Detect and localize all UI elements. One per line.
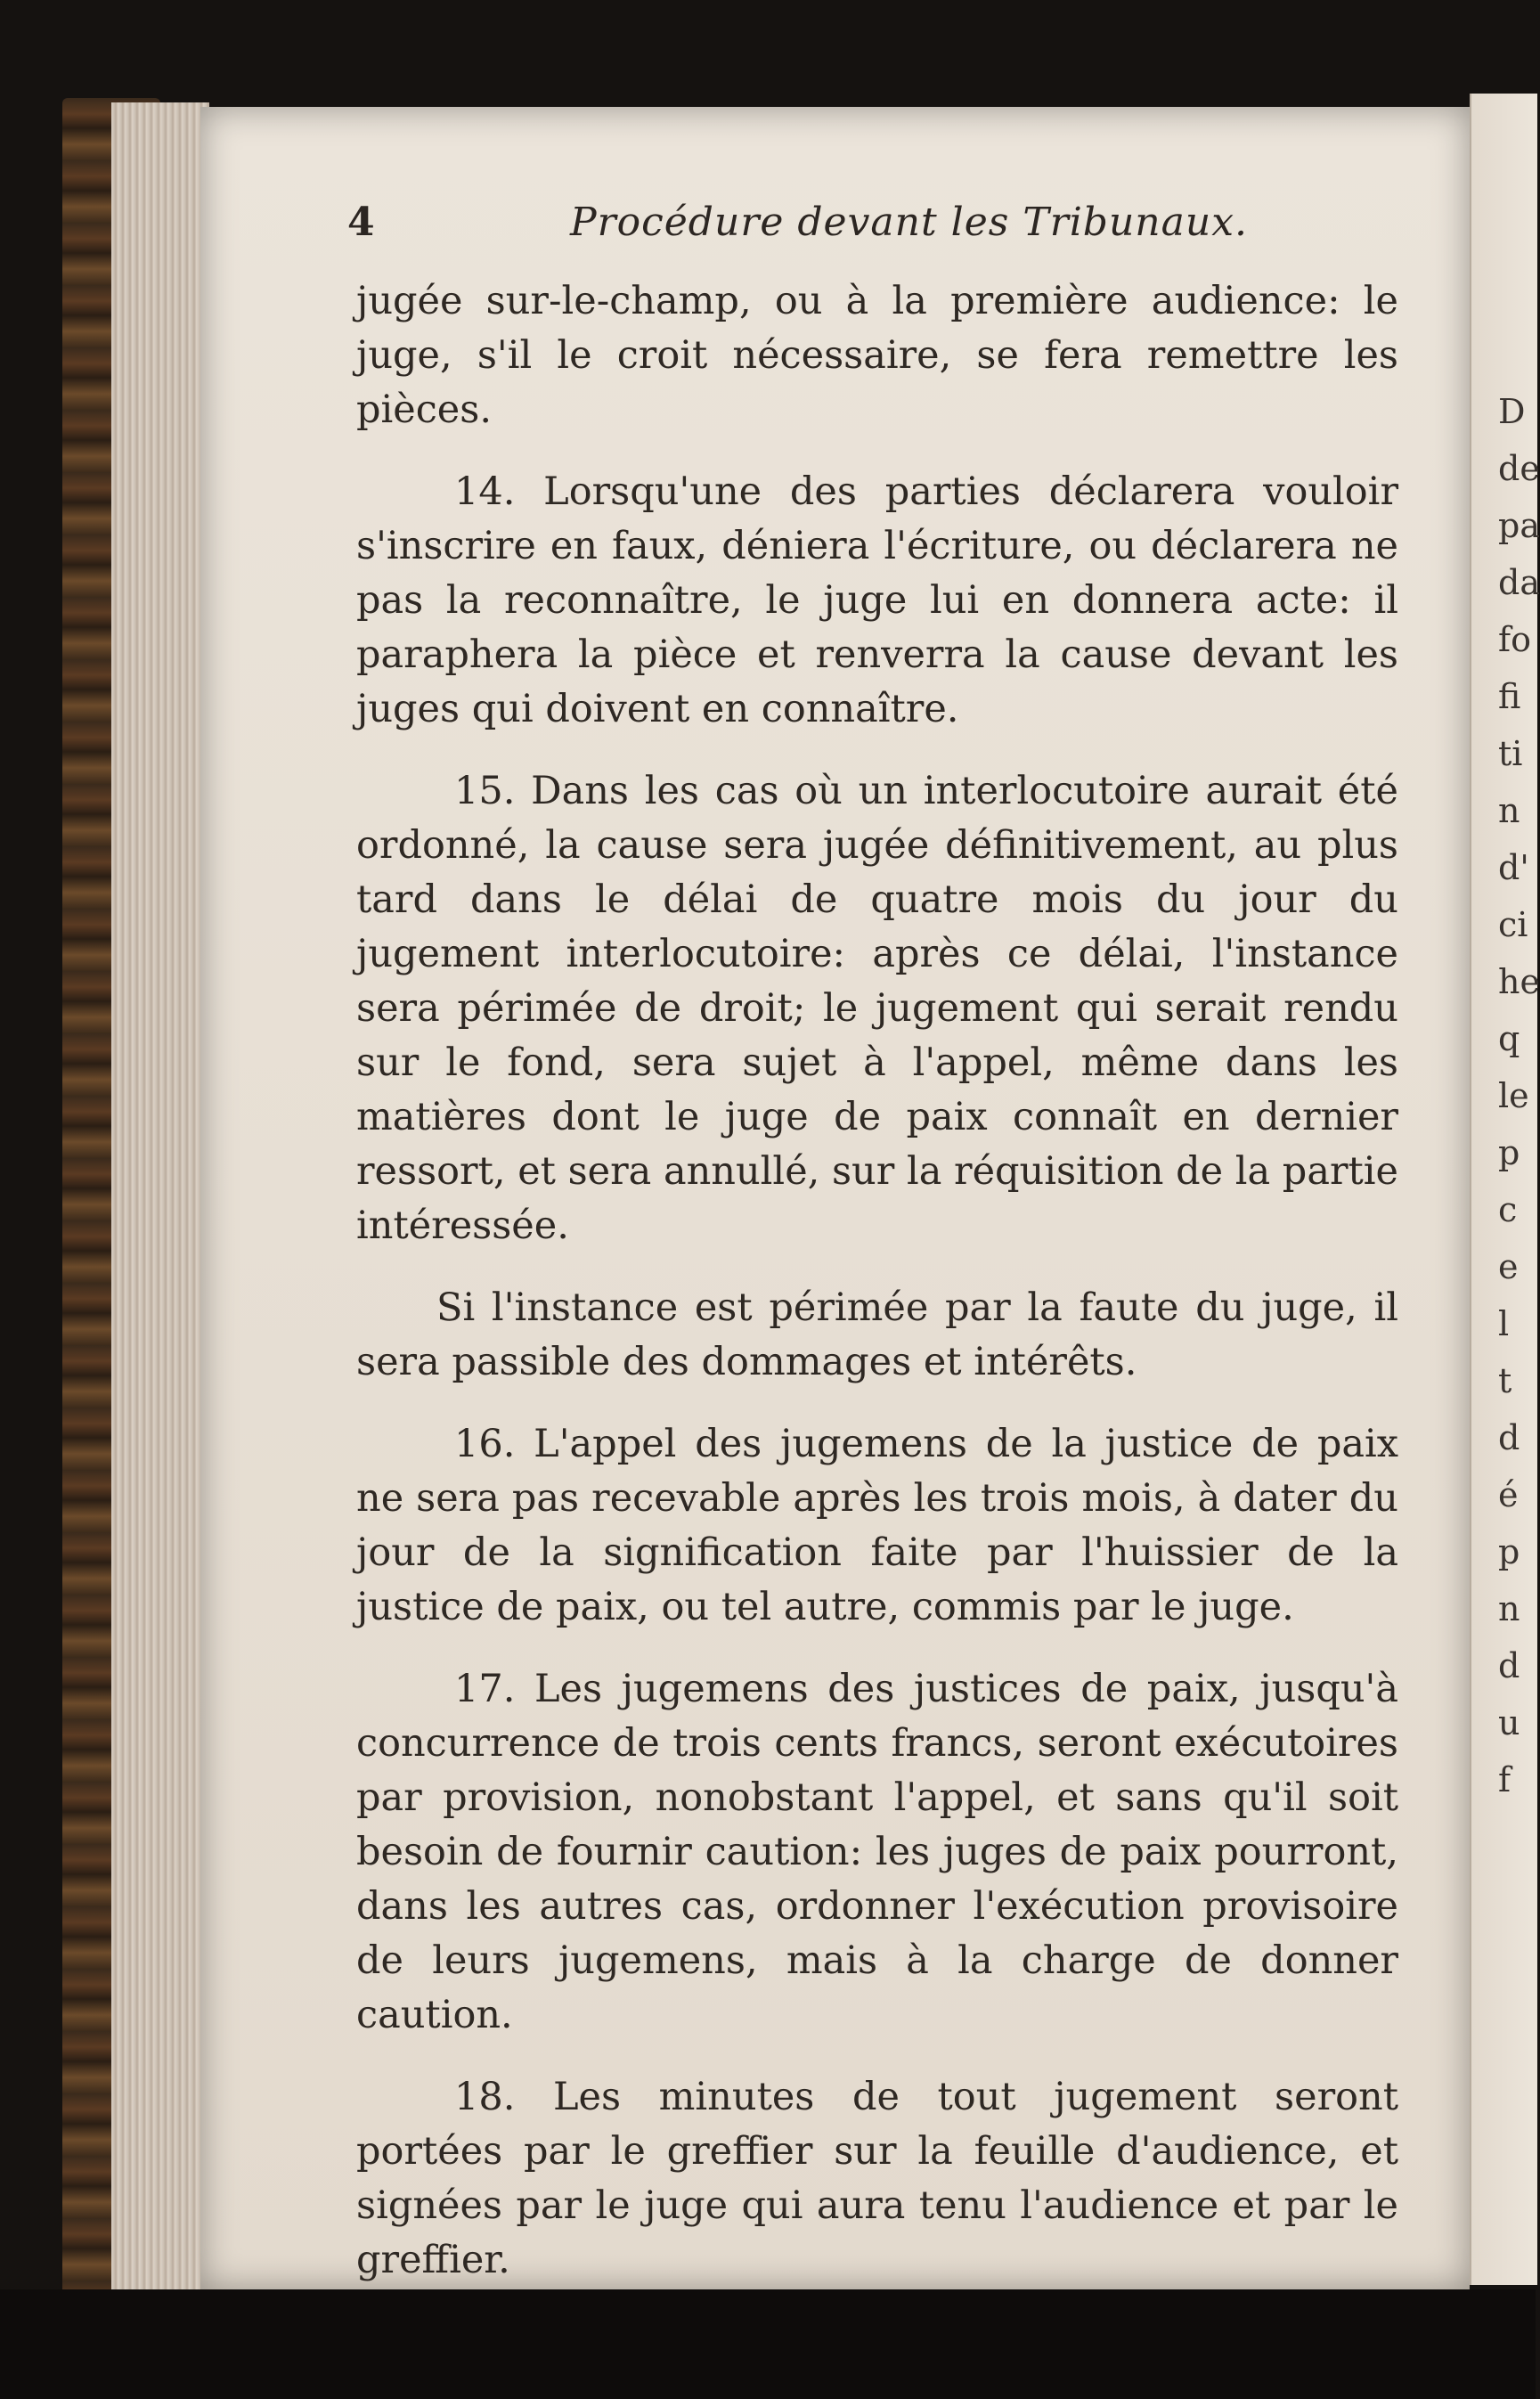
margin-fragment: D [1498,392,1526,431]
margin-fragment: ci [1498,905,1528,944]
margin-fragment: d [1498,1418,1520,1457]
margin-fragment: ti [1498,734,1523,773]
margin-fragment: l [1498,1304,1510,1343]
margin-fragment: u [1498,1703,1520,1742]
article-17: 17. Les jugemens des justices de paix, jusqu'à concurrence de trois cents francs, seront exécutoires par provision, nonobstant l'appel, et sans qu'il soit besoin de fournir caution: les juges de paix pourront, dans les autres cas, ordonner l'exécution provisoire de leurs jugemens, mais à la charge de donner caution. [356,1667,1398,2037]
margin-fragment: fi [1498,677,1521,716]
facing-page-fragments [1498,383,1540,1808]
running-title: Procédure devant les Tribunaux. [570,200,1249,245]
margin-fragment: fo [1498,620,1531,659]
margin-fragment: n [1498,1589,1520,1628]
paragraph-continuation: jugée sur-le-champ, ou à la première audience: le juge, s'il le croit nécessaire, se fera remettre les pièces. [356,279,1398,432]
page-number: 4 [347,200,375,245]
margin-fragment: de [1498,449,1540,488]
margin-fragment: é [1498,1475,1519,1514]
margin-fragment: p [1498,1133,1520,1172]
margin-fragment: pa [1498,506,1540,545]
margin-fragment: q [1498,1019,1520,1058]
article-14: 14. Lorsqu'une des parties déclarera vouloir s'inscrire en faux, déniera l'écriture, ou déclarera ne pas la reconnaître, le juge lui en donnera acte: il paraphera la pièce et renverra la cause devant les juges qui doivent en connaître. [356,469,1398,731]
margin-fragment: d' [1498,848,1529,887]
margin-fragment: f [1498,1760,1511,1799]
margin-fragment: t [1498,1361,1512,1400]
article-16: 16. L'appel des jugemens de la justice de paix ne sera pas recevable après les trois mois, à dater du jour de la signification faite par l'huissier de la justice de paix, ou tel autre, commis par le juge. [356,1422,1398,1629]
margin-fragment: da [1498,563,1540,602]
margin-fragment: d [1498,1646,1520,1685]
article-18: 18. Les minutes de tout jugement seront portées par le greffier sur la feuille d'audience, et signées par le juge qui aura tenu l'audience et par le greffier. [356,2075,1398,2282]
margin-fragment: c [1498,1190,1518,1229]
margin-fragment: le [1498,1076,1529,1115]
margin-fragment: p [1498,1532,1520,1571]
margin-fragment: n [1498,791,1520,830]
margin-fragment: he [1498,962,1540,1001]
margin-fragment: e [1498,1247,1519,1286]
article-15: 15. Dans les cas où un interlocutoire aurait été ordonné, la cause sera jugée définitivement, au plus tard dans le délai de quatre mois du jour du jugement interlocutoire: après ce délai, l'instance sera périmée de droit; le jugement qui serait rendu sur le fond, sera sujet à l'appel, même dans les matières dont le juge de paix connaît en dernier ressort, et sera annullé, sur la réquisition de la partie intéressée. [356,769,1398,1248]
article-15-continued: Si l'instance est périmée par la faute du juge, il sera passible des dommages et intérêts. [356,1285,1398,1384]
background-shadow [0,2289,1536,2399]
page-edges [111,102,209,2294]
body-text [356,274,1398,2315]
